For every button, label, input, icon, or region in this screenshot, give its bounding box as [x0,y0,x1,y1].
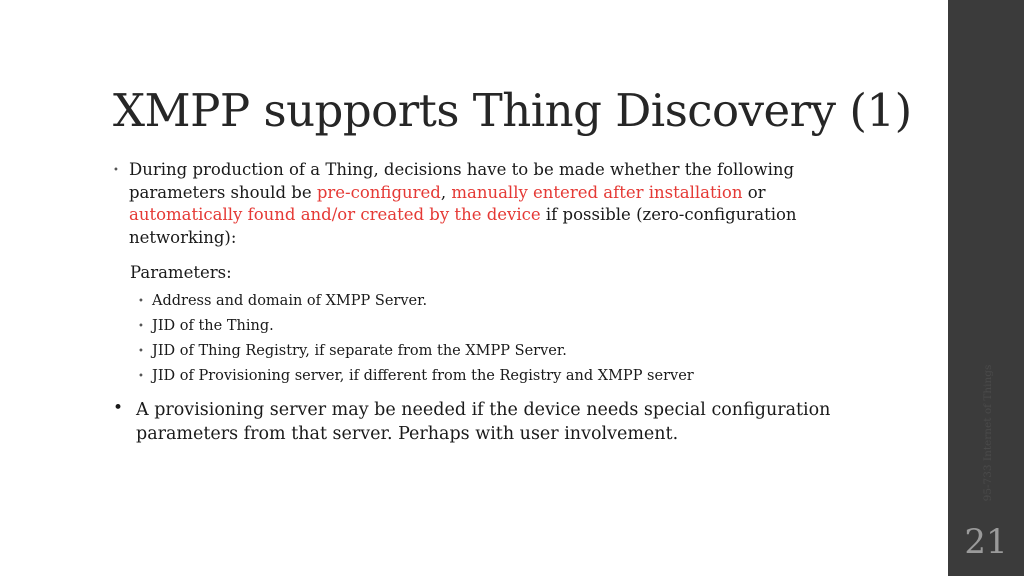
bullet-text: A provisioning server may be needed if the device needs special configuration parameters from that server. Perhaps with user involvement. [136,400,831,444]
bullet-dot-icon: • [113,398,124,418]
slide-title: XMPP supports Thing Discovery (1) [113,84,912,137]
bullet-dot-icon: • [138,346,144,357]
page-number: 21 [964,522,1008,562]
highlight-automatically-found: automatically found and/or created by the device [129,205,541,224]
list-item-text: JID of the Thing. [152,318,274,334]
bullet-dot-icon: • [113,165,119,176]
list-item [138,339,694,364]
bullet-text-part: , [440,182,452,202]
list-item-text: JID of Thing Registry, if separate from the XMPP Server. [152,343,567,359]
list-item [138,289,694,314]
bullet-production-decisions [113,159,813,249]
bullet-text [129,159,813,249]
parameters-label: Parameters: [130,263,232,282]
bullet-dot-icon: • [138,321,144,332]
bullet-text-part: if possible (zero-configuration networking): [129,205,797,247]
list-item-text: Address and domain of XMPP Server. [152,293,428,309]
parameters-list [138,289,694,389]
bullet-text-part: During production of a Thing, decisions have to be made whether the following parameters should be [129,160,795,202]
bullet-provisioning-server [113,398,843,446]
list-item [138,314,694,339]
bullet-text-part: or [742,182,766,202]
list-item-text: JID of Provisioning server, if different from the Registry and XMPP server [152,368,694,384]
list-item [138,364,694,389]
highlight-pre-configured: pre-configured [316,182,441,202]
highlight-manually-entered: manually entered after installation [451,182,743,202]
bullet-dot-icon: • [138,371,144,382]
bullet-dot-icon: • [138,296,144,307]
footer-course-name: 95-733 Internet of Things [982,364,994,502]
